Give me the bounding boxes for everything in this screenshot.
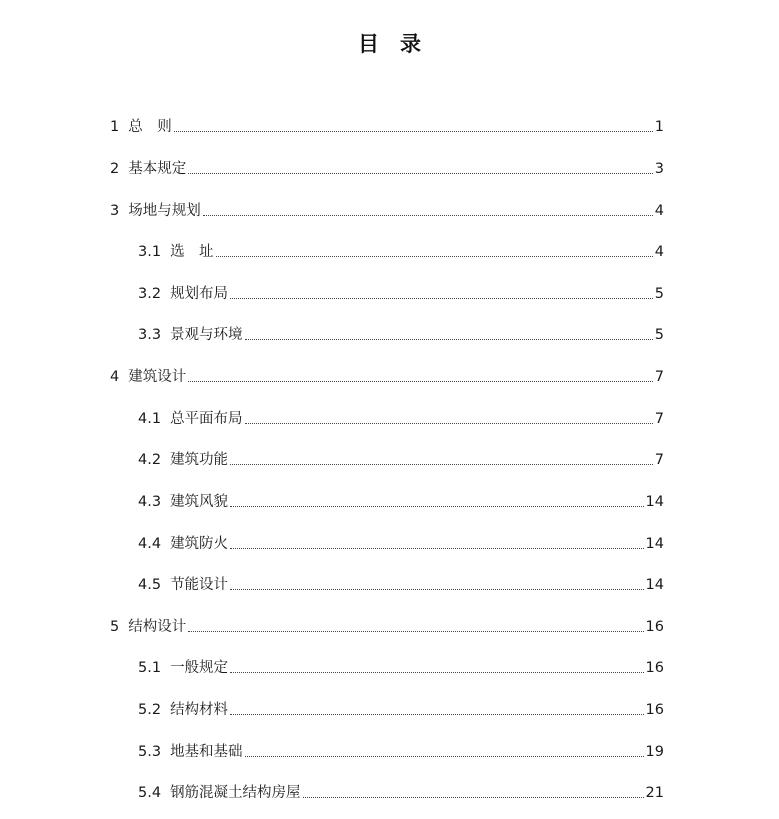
toc-subentry[interactable] (138, 282, 664, 304)
toc-title: 目 录 (358, 32, 421, 56)
toc-entry-page: 4 (654, 203, 664, 219)
toc-entry-page: 14 (645, 536, 664, 552)
toc-subentry[interactable] (138, 323, 664, 345)
toc-subentry[interactable] (138, 656, 664, 678)
toc-entry-label: 建筑风貌 (170, 494, 229, 510)
toc-subentry[interactable] (138, 698, 664, 720)
toc-entry-number: 4.4 (138, 536, 162, 552)
toc-entry-page: 7 (654, 411, 664, 427)
toc-dot-leader (188, 381, 653, 382)
toc-subentry[interactable] (138, 532, 664, 554)
toc-entry-page: 7 (654, 369, 664, 385)
toc-entry-page: 14 (645, 494, 664, 510)
toc-dot-leader (230, 298, 653, 299)
toc-entry-label: 建筑防火 (170, 536, 229, 552)
toc-dot-leader (216, 256, 653, 257)
toc-entry-page: 21 (645, 785, 664, 801)
toc-dot-leader (230, 548, 643, 549)
toc-dot-leader (245, 339, 653, 340)
toc-entry-number: 4.5 (138, 577, 162, 593)
toc-entry-label: 钢筋混凝土结构房屋 (170, 785, 301, 801)
toc-dot-leader (174, 131, 653, 132)
toc-entry-number: 4.1 (138, 411, 162, 427)
toc-entry-number: 3.2 (138, 286, 162, 302)
toc-entry-label: 总平面布局 (170, 411, 243, 427)
toc-entry-label: 节能设计 (170, 577, 229, 593)
toc-dot-leader (203, 215, 653, 216)
toc-subentry[interactable] (138, 781, 664, 803)
toc-subentry[interactable] (138, 490, 664, 512)
toc-entry-label: 地基和基础 (170, 744, 243, 760)
toc-entry-label: 结构材料 (170, 702, 229, 718)
toc-entry[interactable] (110, 199, 664, 221)
toc-entry-label: 一般规定 (170, 660, 229, 676)
toc-entry-number: 4.2 (138, 452, 162, 468)
toc-dot-leader (245, 423, 653, 424)
toc-entry-number: 5 (110, 619, 120, 635)
toc-entry-label: 建筑设计 (128, 369, 187, 385)
toc-entry-page: 16 (645, 619, 664, 635)
toc-entry-page: 14 (645, 577, 664, 593)
toc-entry-page: 4 (654, 244, 664, 260)
toc-entry-page: 5 (654, 286, 664, 302)
toc-entry-number: 1 (110, 119, 120, 135)
toc-entry-label: 规划布局 (170, 286, 229, 302)
toc-entry-page: 3 (654, 161, 664, 177)
toc-entry-number: 2 (110, 161, 120, 177)
toc-dot-leader (188, 173, 653, 174)
toc-entry-number: 5.1 (138, 660, 162, 676)
toc-subentry[interactable] (138, 407, 664, 429)
toc-entry-number: 3.1 (138, 244, 162, 260)
toc-entry-page: 1 (654, 119, 664, 135)
toc-dot-leader (188, 631, 643, 632)
toc-entry-page: 16 (645, 702, 664, 718)
toc-entry-label: 基本规定 (128, 161, 187, 177)
toc-subentry[interactable] (138, 740, 664, 762)
toc-subentry[interactable] (138, 448, 664, 470)
toc-dot-leader (230, 589, 643, 590)
toc-entry-page: 5 (654, 327, 664, 343)
toc-entry-number: 4 (110, 369, 120, 385)
toc-dot-leader (245, 756, 644, 757)
toc-dot-leader (230, 506, 643, 507)
toc-subentry[interactable] (138, 240, 664, 262)
toc-entry-number: 4.3 (138, 494, 162, 510)
toc-entry-label: 建筑功能 (170, 452, 229, 468)
toc-entry-number: 5.2 (138, 702, 162, 718)
toc-entry-number: 3 (110, 203, 120, 219)
toc-entry-label: 场地与规划 (128, 203, 201, 219)
toc-entry-page: 7 (654, 452, 664, 468)
toc-entry-number: 5.3 (138, 744, 162, 760)
toc-dot-leader (230, 464, 653, 465)
toc-entry-label: 总 则 (128, 119, 172, 135)
toc-dot-leader (230, 714, 643, 715)
toc-entry[interactable] (110, 365, 664, 387)
toc-entry-page: 16 (645, 660, 664, 676)
toc-entry-number: 3.3 (138, 327, 162, 343)
toc-dot-leader (230, 672, 643, 673)
toc-subentry[interactable] (138, 573, 664, 595)
toc-entry[interactable] (110, 615, 664, 637)
toc-entry-label: 景观与环境 (170, 327, 243, 343)
toc-entry[interactable] (110, 115, 664, 137)
toc-entry-label: 选 址 (170, 244, 214, 260)
toc-entry-number: 5.4 (138, 785, 162, 801)
toc-dot-leader (303, 797, 644, 798)
toc-entry-page: 19 (645, 744, 664, 760)
toc-entry-label: 结构设计 (128, 619, 187, 635)
toc-entry[interactable] (110, 157, 664, 179)
